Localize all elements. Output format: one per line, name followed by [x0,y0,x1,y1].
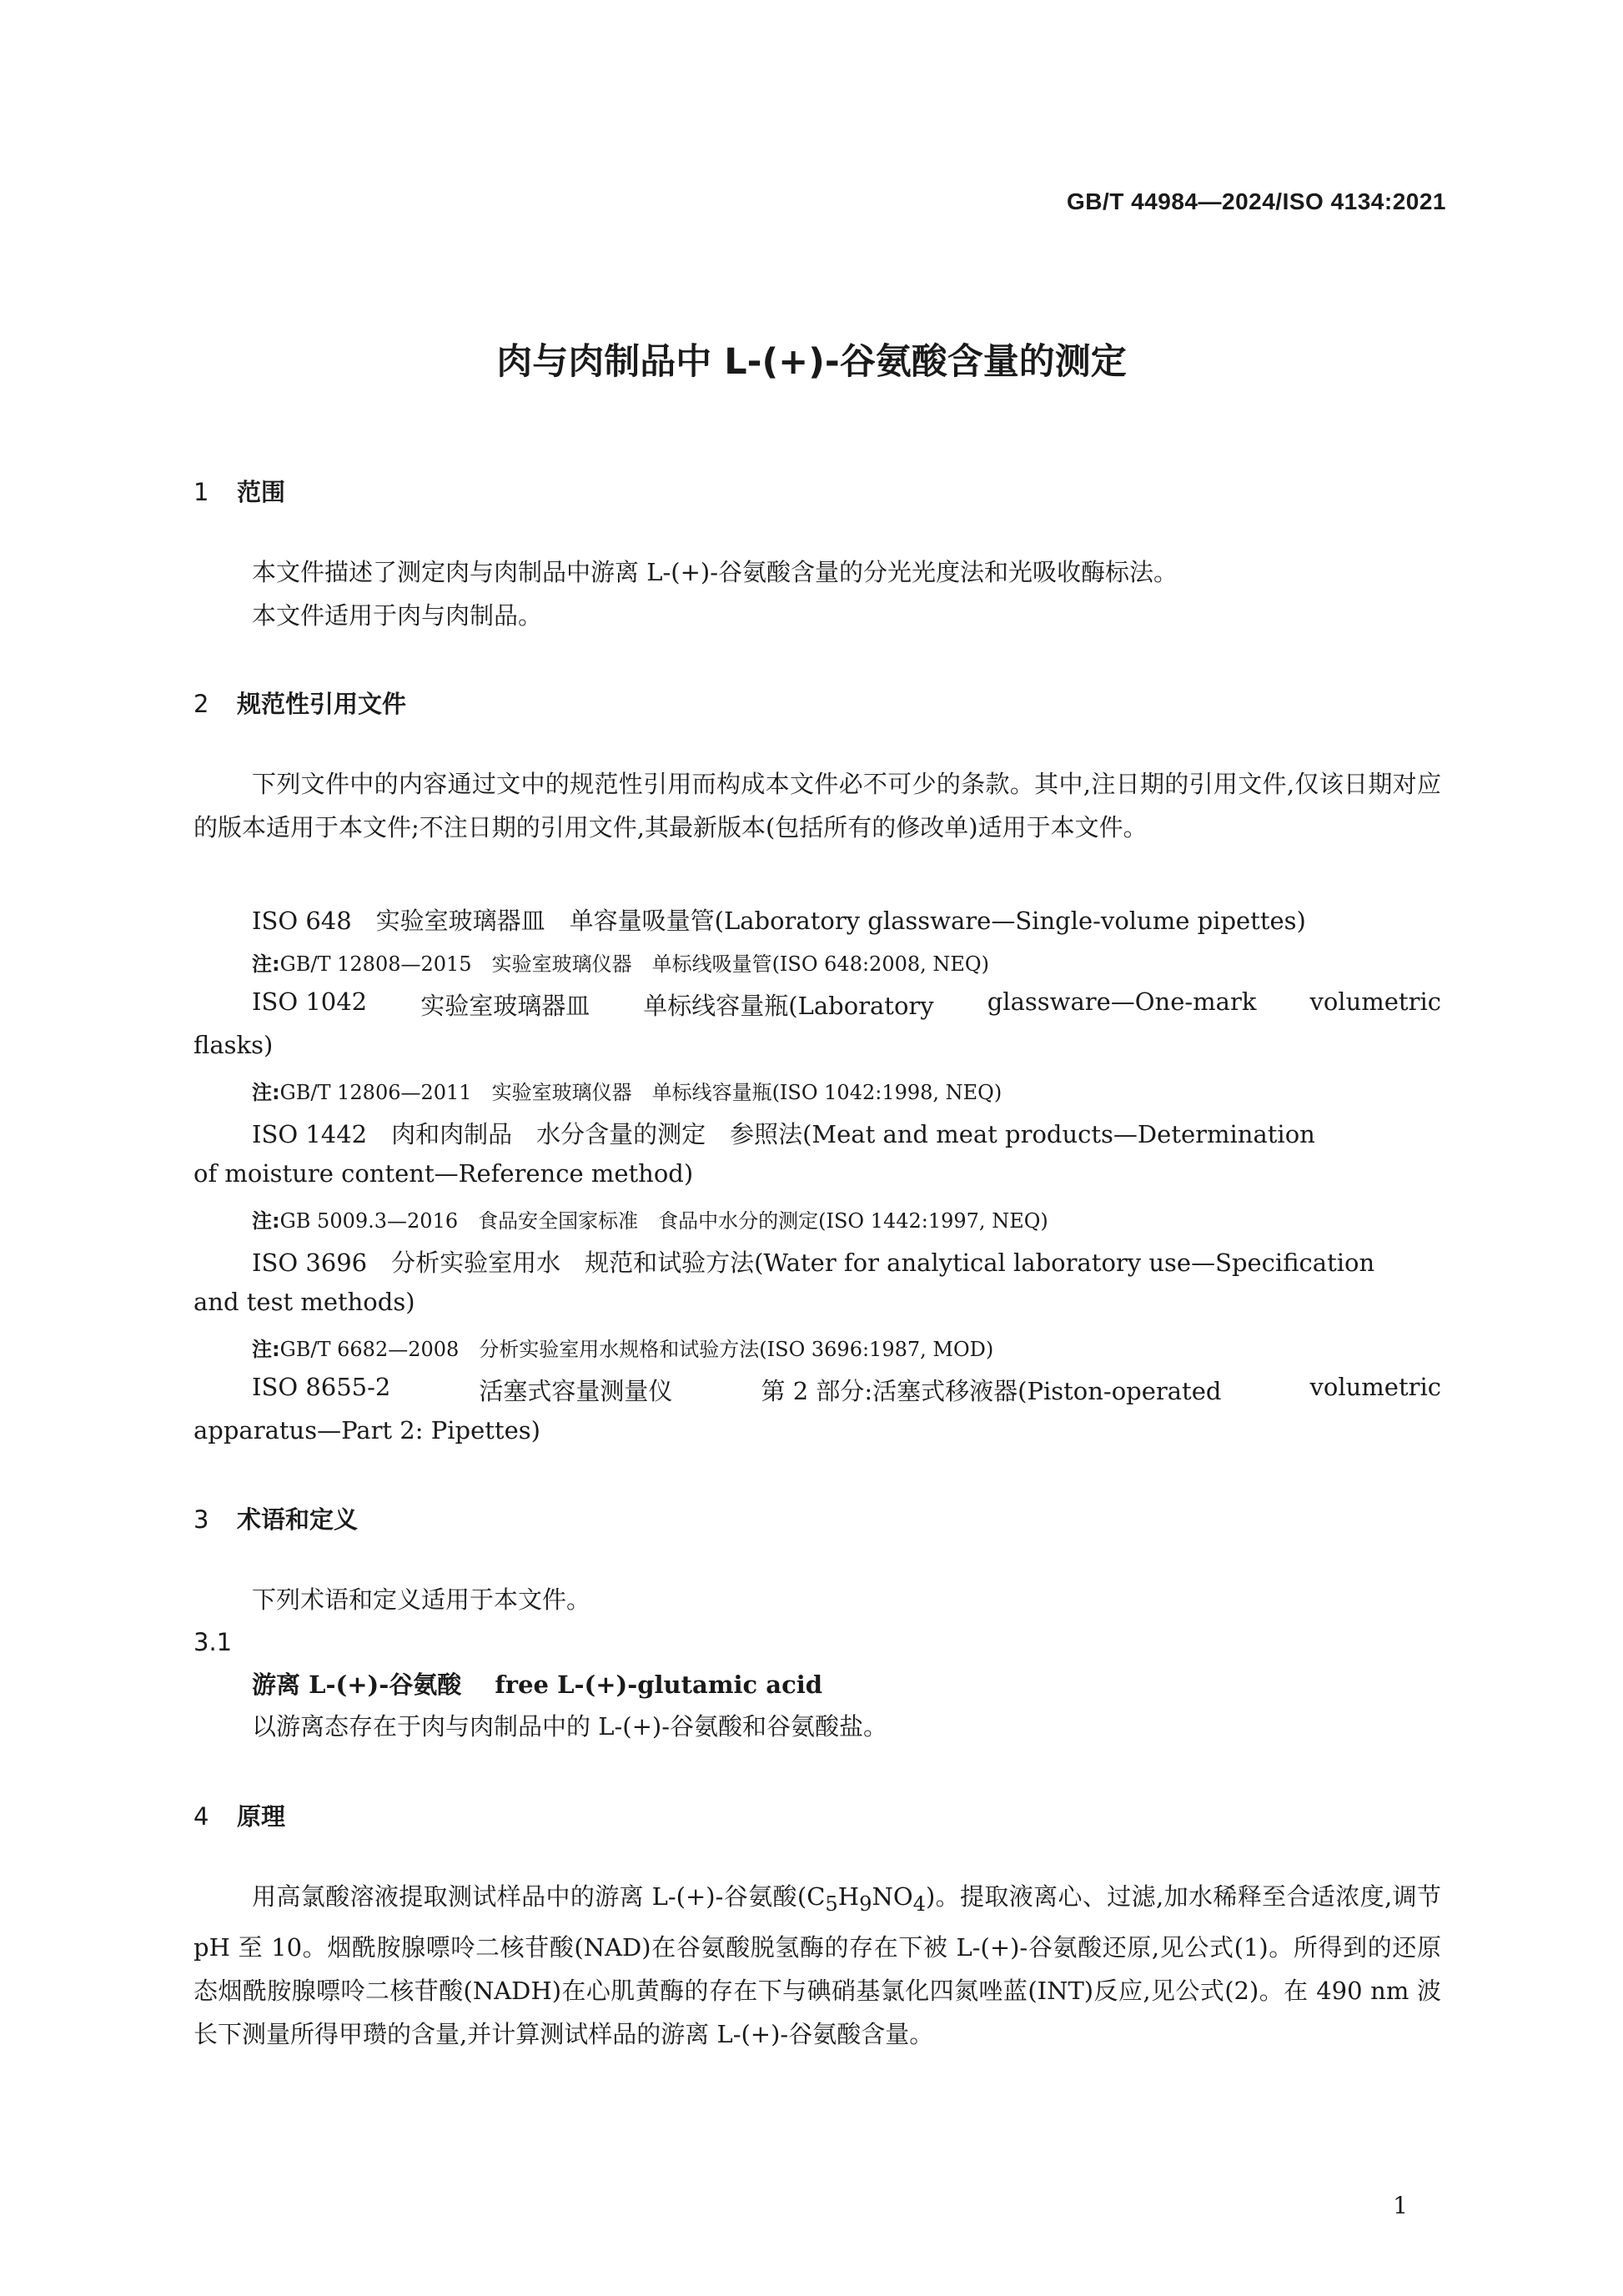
term-entry [252,1666,822,1701]
paragraph-text: )。提取液离心、过滤,加水稀释至合适浓度,调节 pH 至 10。烟酰胺腺嘌呤二核苷酸(NAD)在谷氨酸脱氢酶的存在下被 L-(+)-谷氨酸还原,见公式(1)。所得到的还原态烟酰胺腺嘌呤二核苷酸(NADH)在心肌黄酶的存在下与碘硝基氯化四氮唑蓝(INT)反应,见公式(2)。在 490 nm 波长下测量所得甲瓒的含量,并计算测试样品的游离 L-(+)-谷氨酸含量。 [193,1882,1441,2048]
section-number: 2 [193,690,209,718]
term-number: 3.1 [193,1628,233,1656]
reference-note [252,947,989,977]
reference-note [252,1333,993,1362]
term-english: free L-(+)-glutamic acid [495,1671,823,1699]
section-title: 规范性引用文件 [237,690,407,718]
paragraph: 本文件适用于肉与肉制品。 [252,601,543,630]
subscript: 9 [859,1892,872,1916]
standard-code: GB/T 44984—2024/ISO 4134:2021 [1066,188,1446,214]
section-title: 原理 [237,1802,286,1831]
section-1-heading [193,474,285,508]
principle-paragraph [193,1875,1441,2056]
term-definition: 以游离态存在于肉与肉制品中的 L-(+)-谷氨酸和谷氨酸盐。 [252,1712,888,1741]
subscript: 4 [912,1892,926,1916]
paragraph-text: 用高氯酸溶液提取测试样品中的游离 L-(+)-谷氨酸(C [252,1882,826,1911]
note-label: 注: [252,952,280,976]
note-text: GB/T 12808—2015 实验室玻璃仪器 单标线吸量管(ISO 648:2008, NEQ) [279,952,989,976]
reference-continuation: flasks) [193,1031,274,1059]
intro-paragraph: 下列文件中的内容通过文中的规范性引用而构成本文件必不可少的条款。其中,注日期的引用文件,仅该日期对应的版本适用于本文件;不注日期的引用文件,其最新版本(包括所有的修改单)适用于本文件。 [193,770,1441,842]
intro-paragraph: 下列术语和定义适用于本文件。 [252,1585,591,1614]
ref-part: volumetric [1309,1373,1441,1401]
reference-iso-1442: ISO 1442 肉和肉制品 水分含量的测定 参照法(Meat and meat products—Determination [252,1120,1315,1148]
note-text: GB/T 6682—2008 分析实验室用水规格和试验方法(ISO 3696:1987, MOD) [279,1338,994,1361]
ref-part: 第 2 部分:活塞式移液器(Piston-operated [761,1377,1222,1405]
ref-part: ISO 8655-2 [252,1373,391,1401]
reference-iso-3696: ISO 3696 分析实验室用水 规范和试验方法(Water for analytical laboratory use—Specification [252,1248,1375,1277]
paragraph: 本文件描述了测定肉与肉制品中游离 L-(+)-谷氨酸含量的分光光度法和光吸收酶标法。 [252,558,1178,586]
subscript: 5 [825,1892,838,1916]
ref-part: glassware—One-mark [987,987,1257,1016]
section-number: 4 [193,1802,209,1831]
note-label: 注: [252,1209,280,1233]
reference-continuation: of moisture content—Reference method) [193,1159,694,1188]
section-title: 范围 [237,478,286,506]
note-text: GB/T 12806—2011 实验室玻璃仪器 单标线容量瓶(ISO 1042:1998, NEQ) [279,1081,1002,1104]
section-number: 1 [193,478,209,506]
ref-part: 实验室玻璃器皿 [420,992,590,1020]
ref-part: 活塞式容量测量仪 [479,1377,673,1405]
reference-iso-8655-2 [252,1373,1441,1407]
section-2-heading [193,686,406,720]
ref-part: volumetric [1309,987,1441,1016]
formula-part: H [837,1882,860,1911]
note-text: GB 5009.3—2016 食品安全国家标准 食品中水分的测定(ISO 1442:1997, NEQ) [279,1209,1048,1233]
ref-part: 单标线容量瓶(Laboratory [643,992,934,1020]
formula-part: NO [872,1882,913,1911]
term-chinese: 游离 L-(+)-谷氨酸 [252,1671,462,1699]
document-title: 肉与肉制品中 L-(+)-谷氨酸含量的测定 [496,341,1127,383]
reference-note [252,1204,1048,1233]
note-label: 注: [252,1338,280,1361]
ref-part: ISO 1042 [252,987,368,1016]
reference-note [252,1076,1002,1105]
reference-iso-648: ISO 648 实验室玻璃器皿 单容量吸量管(Laboratory glassware—Single-volume pipettes) [252,907,1306,935]
section-3-heading [193,1501,358,1535]
section-4-heading [193,1798,285,1832]
reference-iso-1042 [252,987,1441,1022]
section-title: 术语和定义 [237,1505,359,1534]
section-number: 3 [193,1505,209,1534]
page-number: 1 [1393,2192,1408,2219]
reference-continuation: and test methods) [193,1288,415,1316]
reference-continuation: apparatus—Part 2: Pipettes) [193,1416,540,1444]
note-label: 注: [252,1081,280,1104]
